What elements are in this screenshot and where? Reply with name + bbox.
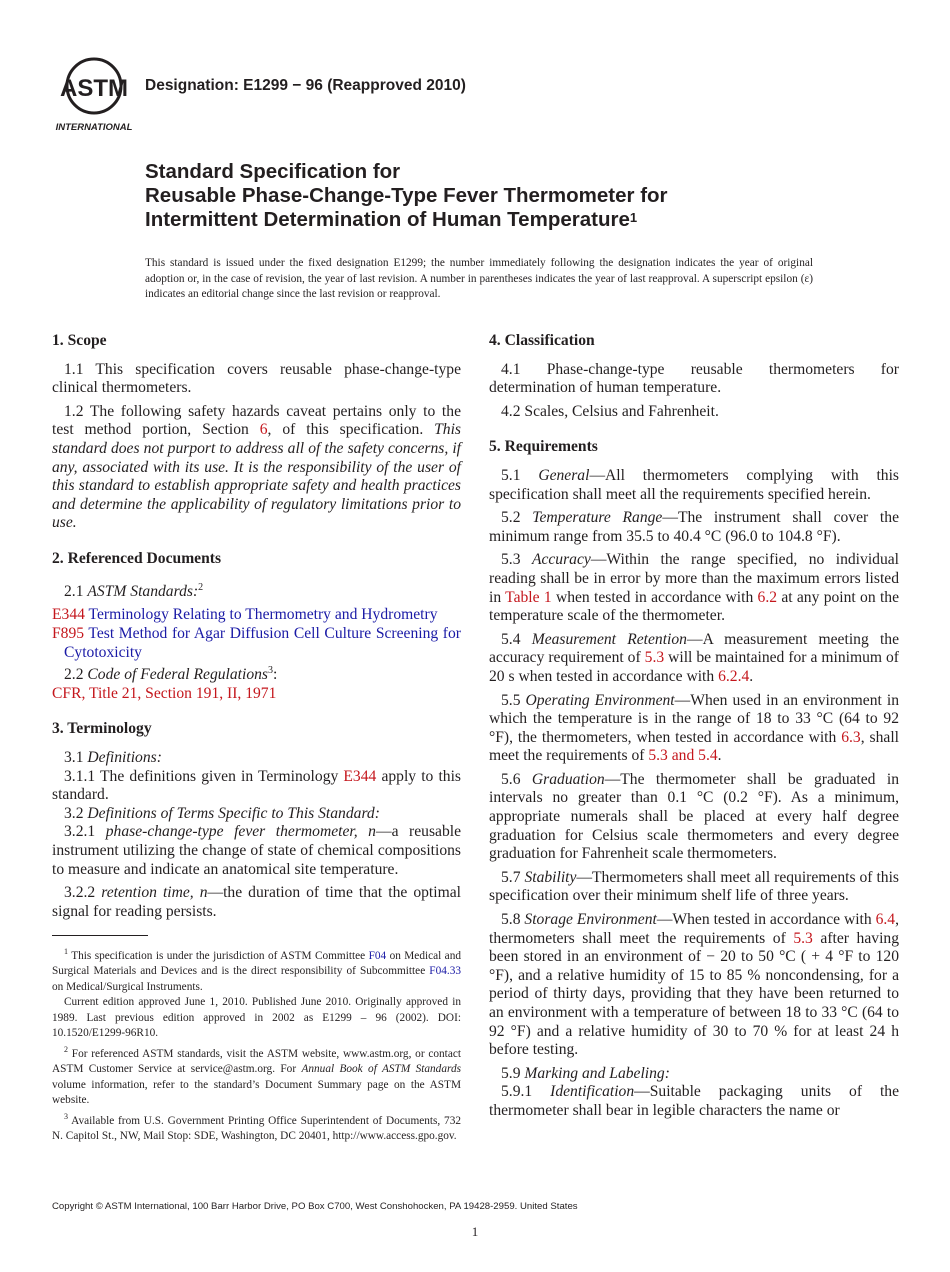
- para-5-9-1: 5.9.1 Identification—Suitable packaging units of the thermometer shall bear in legible characters the name or: [489, 1083, 899, 1119]
- para-3-1: 3.1 Definitions:: [64, 749, 162, 767]
- footnote-1: $^1$ This specification is under the jurisdiction of ASTM Committee F04 on Medical and Surgical Materials and Devices and is the direct responsibility of Subcommittee F04.33 on Medical/Surgical Instruments.: [52, 947, 461, 993]
- link-cfr[interactable]: CFR, Title 21, Section 191, II, 1971: [52, 684, 277, 702]
- para-3-2: 3.2 Definitions of Terms Specific to This Standard:: [64, 804, 380, 822]
- para-5-9: 5.9 Marking and Labeling:: [501, 1064, 670, 1082]
- section-heading-terminology: 3. Terminology: [52, 720, 152, 738]
- link-section-6[interactable]: 6: [259, 421, 268, 439]
- document-title: [145, 160, 845, 232]
- link-table-1[interactable]: Table 1: [505, 588, 552, 606]
- title-line-3: Intermittent Determination of Human Temperature$^1$: [145, 208, 638, 231]
- link-f895-title[interactable]: Test Method for Agar Diffusion Cell Culture Screening for Cytotoxicity: [64, 624, 461, 661]
- title-footnote-mark: 1: [629, 210, 638, 225]
- footnotes: [52, 944, 461, 1144]
- para-5-5: 5.5 Operating Environment—When used in an environment in which the temperature is in the range of 18 to 33 °C (64 to 92 °F), the thermometers, when tested in accordance with 6.3, shall meet the requirements of 5.3 and 5.4.: [489, 691, 900, 765]
- footnote-2: $^2$ For referenced ASTM standards, visit the ASTM website, www.astm.org, or contact ASTM Customer Service at service@astm.org. For Annual Book of ASTM Standards volume information, refer to the standard’s Document Summary page on the ASTM website.: [52, 1044, 462, 1107]
- link-f04[interactable]: F04: [368, 949, 387, 962]
- svg-text:ASTM: ASTM: [60, 75, 128, 102]
- para-4-2: 4.2 Scales, Celsius and Fahrenheit.: [501, 402, 719, 420]
- para-3-2-1: 3.2.1 phase-change-type fever thermometer, n—a reusable instrument utilizing the change of state of chemical compositions to measure and indicate an anatomical site temperature.: [52, 823, 461, 878]
- para-3-1-1: 3.1.1 The definitions given in Terminology E344 apply to this standard.: [52, 767, 461, 804]
- para-1-2: 1.2 The following safety hazards caveat pertains only to the test method portion, Section 6, of this specification. This standard does not purport to address all of the safety concerns, if any, associated with its use. It is the responsibility of the user of this standard to establish appropriate safety and health practices and determine the applicability of regulatory limitations prior to use.: [52, 402, 461, 532]
- copyright-notice: Copyright © ASTM International, 100 Barr Harbor Drive, PO Box C700, West Conshohocken, PA 19428-2959. United States: [52, 1201, 578, 1212]
- designation: Designation: E1299 − 96 (Reapproved 2010): [145, 77, 466, 94]
- section-heading-classification: 4. Classification: [489, 332, 595, 349]
- footnote-rule: [52, 935, 148, 936]
- link-6-4[interactable]: 6.4: [875, 911, 896, 929]
- link-6-3[interactable]: 6.3: [841, 728, 861, 746]
- link-5-3[interactable]: 5.3: [644, 649, 665, 667]
- left-column: [52, 332, 461, 926]
- page-number: 1: [471, 1224, 479, 1239]
- astm-logo: [52, 56, 136, 134]
- link-e344-terminology[interactable]: E344: [343, 767, 377, 785]
- para-4-1: 4.1 Phase-change-type reusable thermometers for determination of human temperature.: [489, 360, 899, 397]
- link-6-2-4[interactable]: 6.2.4: [718, 667, 750, 685]
- right-column: [489, 332, 899, 1126]
- title-line-2: Reusable Phase-Change-Type Fever Thermometer for: [145, 184, 668, 207]
- link-e344-title[interactable]: Terminology Relating to Thermometry and Hydrometry: [84, 606, 438, 624]
- para-5-6: 5.6 Graduation—The thermometer shall be graduated in intervals no greater than 0.1 °C (0.2 °F). As a minimum, appropriate numerals shall be placed at every half degree graduation for Celsius scale thermometers and every degree graduation for Fahrenheit scale thermometers.: [489, 770, 899, 863]
- section-heading-scope: 1. Scope: [52, 332, 107, 349]
- para-5-7: 5.7 Stability—Thermometers shall meet all requirements of this specification over their minimum shelf life of three years.: [489, 868, 899, 905]
- title-line-1: Standard Specification for: [145, 160, 401, 183]
- ref-e344: [52, 606, 461, 625]
- link-e344[interactable]: E344: [52, 606, 85, 624]
- footnote-1-edition: Current edition approved June 1, 2010. Published June 2010. Originally approved in 1989. Last previous edition approved in 2002 as E1299 – 96 (2002). DOI: 10.1520/E1299-96R10.: [52, 996, 461, 1040]
- link-f895[interactable]: F895: [52, 624, 85, 642]
- para-1-1: 1.1 This specification covers reusable phase-change-type clinical thermometers.: [52, 360, 461, 397]
- link-5-3-and-5-4[interactable]: 5.3 and 5.4: [648, 747, 718, 765]
- section-heading-requirements: 5. Requirements: [489, 438, 598, 456]
- ref-f895: [52, 625, 461, 662]
- logo-text: INTERNATIONAL: [55, 122, 133, 133]
- para-5-2: 5.2 Temperature Range—The instrument shall cover the minimum range from 35.5 to 40.4 °C (96.0 to 104.8 °F).: [489, 509, 899, 545]
- para-3-2-2: 3.2.2 retention time, n—the duration of time that the optimal signal for reading persists.: [52, 884, 461, 920]
- issuance-notice: This standard is issued under the fixed designation E1299; the number immediately following the designation indicates the year of original adoption or, in the case of revision, the year of last revision. A number in parentheses indicates the year of last reapproval. A superscript epsilon (ε) indicates an editorial change since the last revision or reapproval.: [145, 257, 813, 300]
- para-5-4: 5.4 Measurement Retention—A measurement meeting the accuracy requirement of 5.3 will be maintained for a minimum of 20 s when tested in accordance with 6.2.4.: [489, 630, 899, 685]
- link-6-2[interactable]: 6.2: [757, 588, 778, 606]
- section-heading-referenced-documents: 2. Referenced Documents: [52, 549, 222, 567]
- para-2-2: 2.2 Code of Federal Regulations$^3$:: [64, 665, 278, 684]
- para-2-1: 2.1 ASTM Standards:$^2$: [64, 581, 204, 600]
- para-5-8: 5.8 Storage Environment—When tested in accordance with 6.4, thermometers shall meet the requirements of 5.3 after having been stored in an environment of − 20 to 50 °C ( + 4 °F to 120 °F), and a relative humidity of 15 to 85 % noncondensing, for a period of thirty days, providing that they have been returned to an environment with a temperature of between 18 to 33 °C (64 to 92 °F) and a relative humidity of 30 to 70 % for at least 24 h before testing.: [489, 911, 900, 1059]
- link-5-3-storage[interactable]: 5.3: [793, 929, 813, 947]
- footnote-3: $^3$ Available from U.S. Government Printing Office Superintendent of Documents, 732 N. Capitol St., NW, Mail Stop: SDE, Washington, DC 20401, http://www.access.gpo.gov.: [52, 1111, 461, 1142]
- para-5-3: 5.3 Accuracy—Within the range specified, no individual reading shall be in error by more than the maximum errors listed in Table 1 when tested in accordance with 6.2 at any point on the temperature scale of the thermometer.: [489, 551, 899, 625]
- link-f04-33[interactable]: F04.33: [429, 965, 461, 978]
- para-5-1: 5.1 General—All thermometers complying with this specification shall meet all the requirements specified herein.: [489, 466, 899, 503]
